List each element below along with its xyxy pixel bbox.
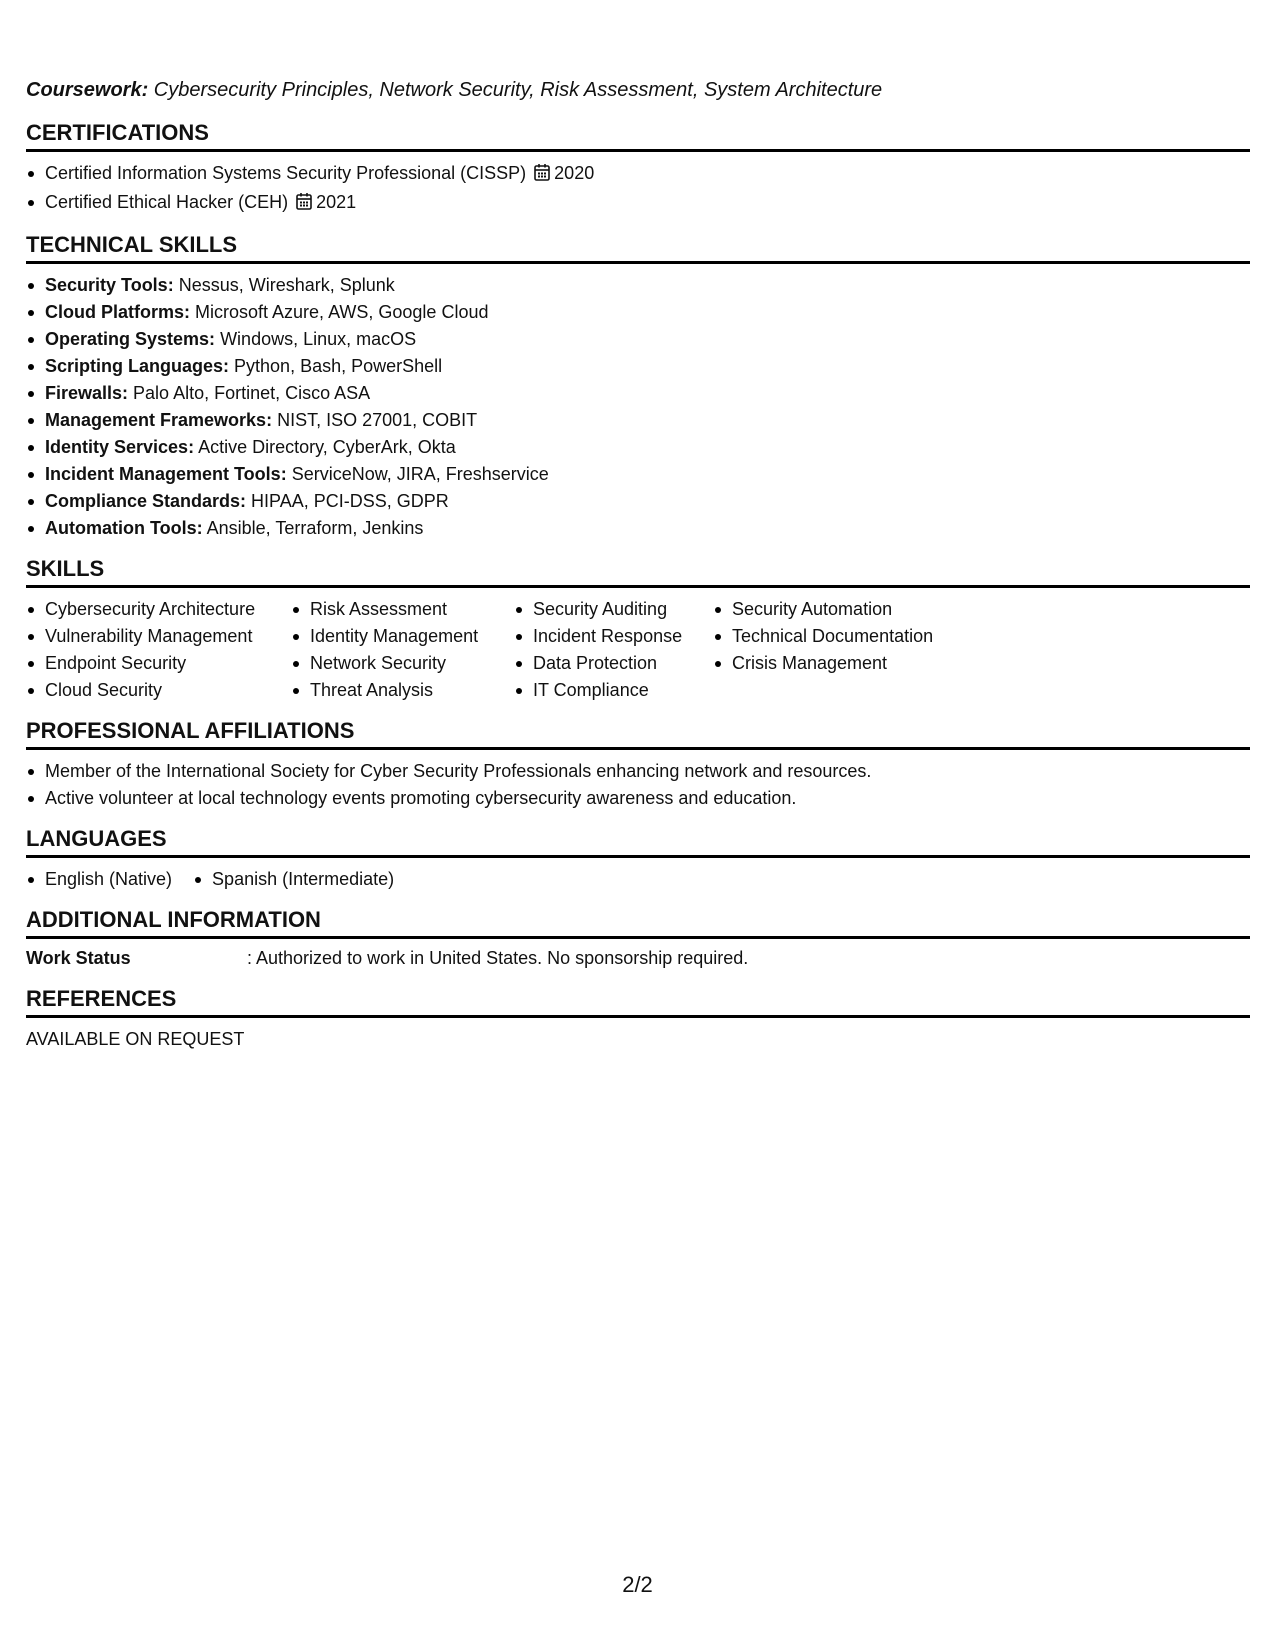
technical-skill-item: [26, 272, 1250, 299]
technical-skill-value: Python, Bash, PowerShell: [229, 356, 443, 376]
technical-skills-section: [26, 232, 1250, 542]
skills-grid: [26, 596, 1250, 704]
languages-title: LANGUAGES: [26, 826, 1250, 858]
technical-skill-value: NIST, ISO 27001, COBIT: [272, 410, 478, 430]
technical-skill-value: ServiceNow, JIRA, Freshservice: [286, 464, 549, 484]
languages-section: [26, 826, 1250, 893]
technical-skill-value: Active Directory, CyberArk, Okta: [194, 437, 456, 457]
technical-skill-label: Operating Systems:: [45, 329, 216, 349]
skill-item: Identity Management: [291, 623, 514, 650]
skill-item: Crisis Management: [713, 650, 973, 677]
technical-skill-item: [26, 326, 1250, 353]
technical-skill-item: [26, 515, 1250, 542]
skill-item: Cybersecurity Architecture: [26, 596, 291, 623]
additional-info-title: ADDITIONAL INFORMATION: [26, 907, 1250, 939]
skills-column: [713, 596, 973, 704]
coursework-line: [26, 78, 1250, 102]
technical-skill-item: [26, 353, 1250, 380]
certification-item: [26, 160, 1250, 189]
technical-skill-item: [26, 461, 1250, 488]
technical-skill-label: Security Tools:: [45, 275, 174, 295]
references-section: [26, 986, 1250, 1053]
technical-skills-title: TECHNICAL SKILLS: [26, 232, 1250, 264]
technical-skill-value: Nessus, Wireshark, Splunk: [173, 275, 395, 295]
calendar-icon: [534, 162, 550, 189]
language-item: Spanish (Intermediate): [193, 866, 394, 893]
skill-item: Security Auditing: [514, 596, 713, 623]
technical-skill-item: [26, 488, 1250, 515]
work-status-row: [26, 945, 1250, 972]
skill-item: Incident Response: [514, 623, 713, 650]
technical-skill-label: Compliance Standards:: [45, 491, 247, 511]
references-title: REFERENCES: [26, 986, 1250, 1018]
certification-year: 2021: [316, 192, 357, 212]
certification-item: [26, 189, 1250, 218]
technical-skill-label: Scripting Languages:: [45, 356, 230, 376]
skills-section: [26, 556, 1250, 704]
technical-skill-item: [26, 380, 1250, 407]
skill-item: Cloud Security: [26, 677, 291, 704]
technical-skill-label: Automation Tools:: [45, 518, 203, 538]
language-item: English (Native): [26, 866, 172, 893]
skill-item: Threat Analysis: [291, 677, 514, 704]
technical-skill-item: [26, 407, 1250, 434]
technical-skill-label: Identity Services:: [45, 437, 195, 457]
certifications-list: [26, 160, 1250, 218]
page-number: 2/2: [622, 1572, 653, 1597]
technical-skill-item: [26, 434, 1250, 461]
references-text: AVAILABLE ON REQUEST: [26, 1029, 245, 1049]
technical-skill-label: Incident Management Tools:: [45, 464, 287, 484]
affiliations-title: PROFESSIONAL AFFILIATIONS: [26, 718, 1250, 750]
skill-item: Risk Assessment: [291, 596, 514, 623]
technical-skills-list: [26, 272, 1250, 542]
technical-skill-value: Windows, Linux, macOS: [215, 329, 417, 349]
skills-column: [26, 596, 291, 704]
certification-year: 2020: [554, 163, 595, 183]
resume-page: [26, 78, 1250, 1067]
certifications-title: CERTIFICATIONS: [26, 120, 1250, 152]
technical-skill-label: Management Frameworks:: [45, 410, 273, 430]
affiliation-item: Member of the International Society for Cyber Security Professionals enhancing network and resources.: [26, 758, 1250, 785]
skills-column: [514, 596, 713, 704]
technical-skill-value: Ansible, Terraform, Jenkins: [202, 518, 424, 538]
affiliations-section: [26, 718, 1250, 812]
certification-name: Certified Ethical Hacker (CEH): [45, 192, 289, 212]
skill-item: Technical Documentation: [713, 623, 973, 650]
skill-item: Vulnerability Management: [26, 623, 291, 650]
skill-item: Endpoint Security: [26, 650, 291, 677]
coursework-text: Cybersecurity Principles, Network Security, Risk Assessment, System Architecture: [148, 79, 883, 101]
work-status-value: : Authorized to work in United States. No sponsorship required.: [247, 948, 749, 968]
skill-item: IT Compliance: [514, 677, 713, 704]
certifications-section: [26, 120, 1250, 218]
affiliation-item: Active volunteer at local technology events promoting cybersecurity awareness and education.: [26, 785, 1250, 812]
skill-item: Data Protection: [514, 650, 713, 677]
calendar-icon: [296, 191, 312, 218]
languages-list: [26, 866, 1250, 893]
technical-skill-label: Firewalls:: [45, 383, 129, 403]
coursework-label: Coursework:: [26, 79, 149, 101]
technical-skill-value: HIPAA, PCI-DSS, GDPR: [246, 491, 449, 511]
technical-skill-value: Palo Alto, Fortinet, Cisco ASA: [128, 383, 371, 403]
additional-info-section: [26, 907, 1250, 972]
technical-skill-label: Cloud Platforms:: [45, 302, 191, 322]
affiliations-list: [26, 758, 1250, 812]
certification-name: Certified Information Systems Security Professional (CISSP): [45, 163, 527, 183]
technical-skill-value: Microsoft Azure, AWS, Google Cloud: [190, 302, 489, 322]
skill-item: Security Automation: [713, 596, 973, 623]
skills-title: SKILLS: [26, 556, 1250, 588]
skills-column: [291, 596, 514, 704]
skill-item: Network Security: [291, 650, 514, 677]
work-status-label: Work Status: [26, 948, 131, 968]
technical-skill-item: [26, 299, 1250, 326]
